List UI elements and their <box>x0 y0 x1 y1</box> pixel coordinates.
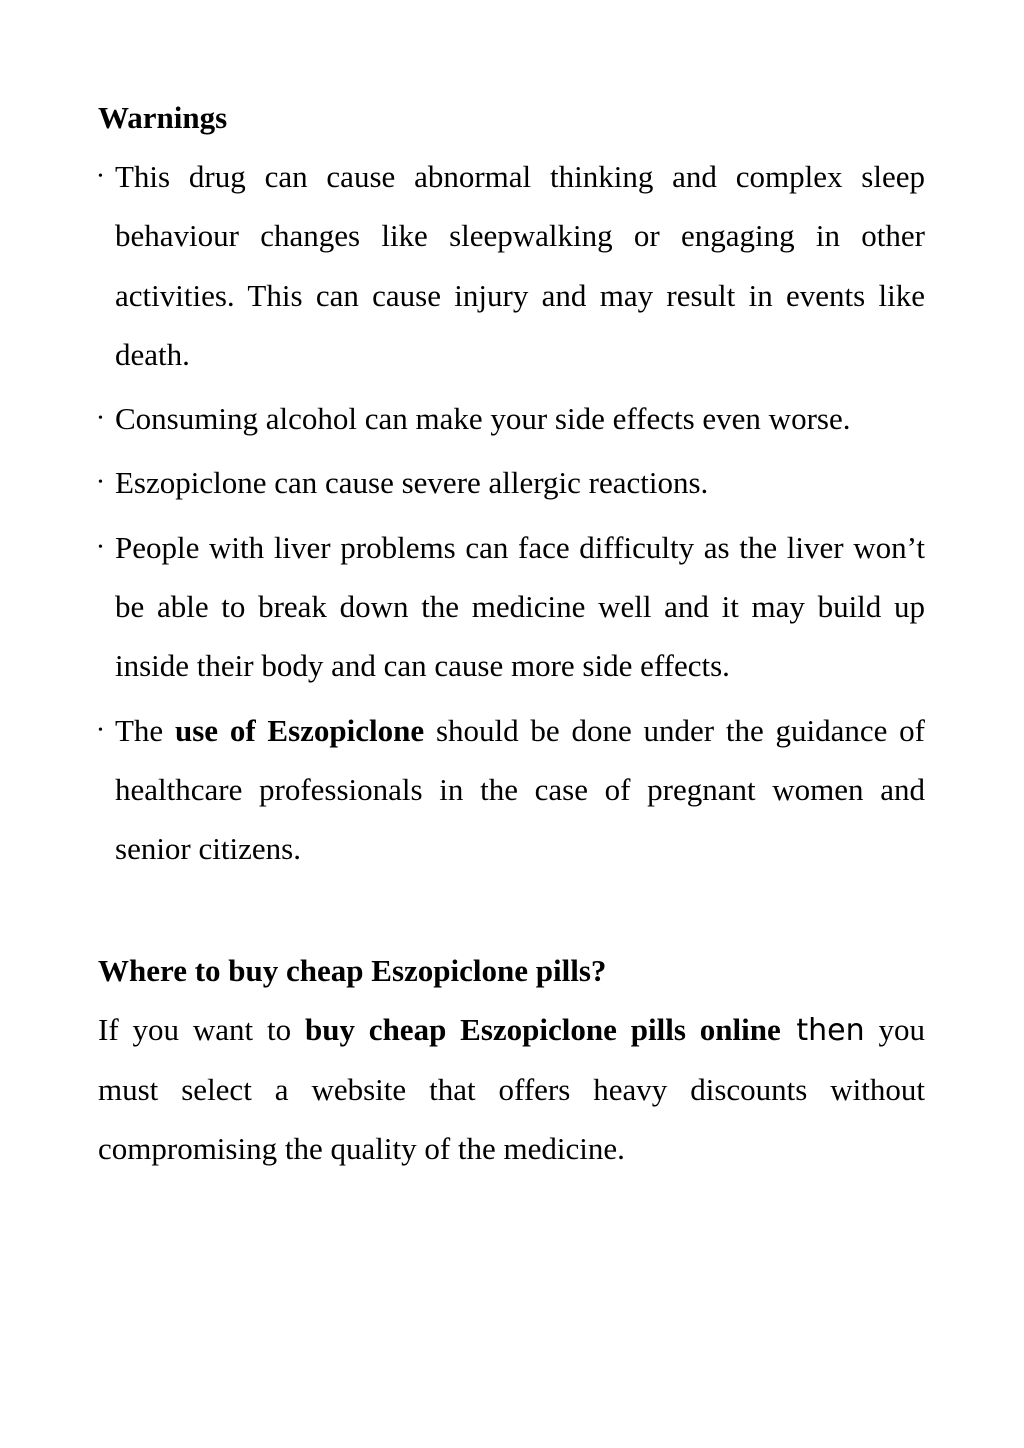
warning-text: Eszopiclone can cause severe allergic reactions. <box>115 465 709 501</box>
bullet-icon: • <box>98 539 103 555</box>
warning-emphasis: use of Eszopiclone <box>174 712 425 748</box>
paragraph-suffix: you must select a website that offers heavy discounts without compromising the quality of the medicine. <box>98 1011 925 1167</box>
bullet-icon: • <box>98 722 103 738</box>
paragraph-prefix: If you want to <box>98 1011 305 1047</box>
warning-text: People with liver problems can face difficulty as the liver won’t be able to break down the medicine well and it may build up inside their body and can cause more side effects. <box>115 529 925 684</box>
where-to-buy-heading: Where to buy cheap Eszopiclone pills? <box>98 952 607 988</box>
warning-item <box>98 518 925 696</box>
bullet-icon: • <box>98 475 103 491</box>
bullet-icon: • <box>98 169 103 184</box>
warning-item <box>98 389 925 448</box>
warning-text: Consuming alcohol can make your side effects even worse. <box>115 401 851 437</box>
warning-item <box>98 701 925 879</box>
document-page <box>98 88 925 1178</box>
warning-text-prefix: The <box>115 712 175 748</box>
warning-text-suffix: should be done under the guidance of healthcare professionals in the case of pregnant women and senior citizens. <box>115 712 925 867</box>
section-spacer <box>98 884 925 941</box>
paragraph-then-word: then <box>780 1012 865 1048</box>
warnings-heading: Warnings <box>98 100 228 135</box>
warning-text: This drug can cause abnormal thinking and complex sleep behaviour changes like sleepwalking or engaging in other activities. This can cause injury and may result in events like death. <box>115 159 925 372</box>
paragraph-emphasis: buy cheap Eszopiclone pills online <box>304 1011 781 1047</box>
warnings-list <box>98 147 925 879</box>
warning-item <box>98 453 925 512</box>
where-to-buy-paragraph <box>98 1000 925 1179</box>
warning-item <box>98 147 925 384</box>
bullet-icon: • <box>98 411 103 427</box>
